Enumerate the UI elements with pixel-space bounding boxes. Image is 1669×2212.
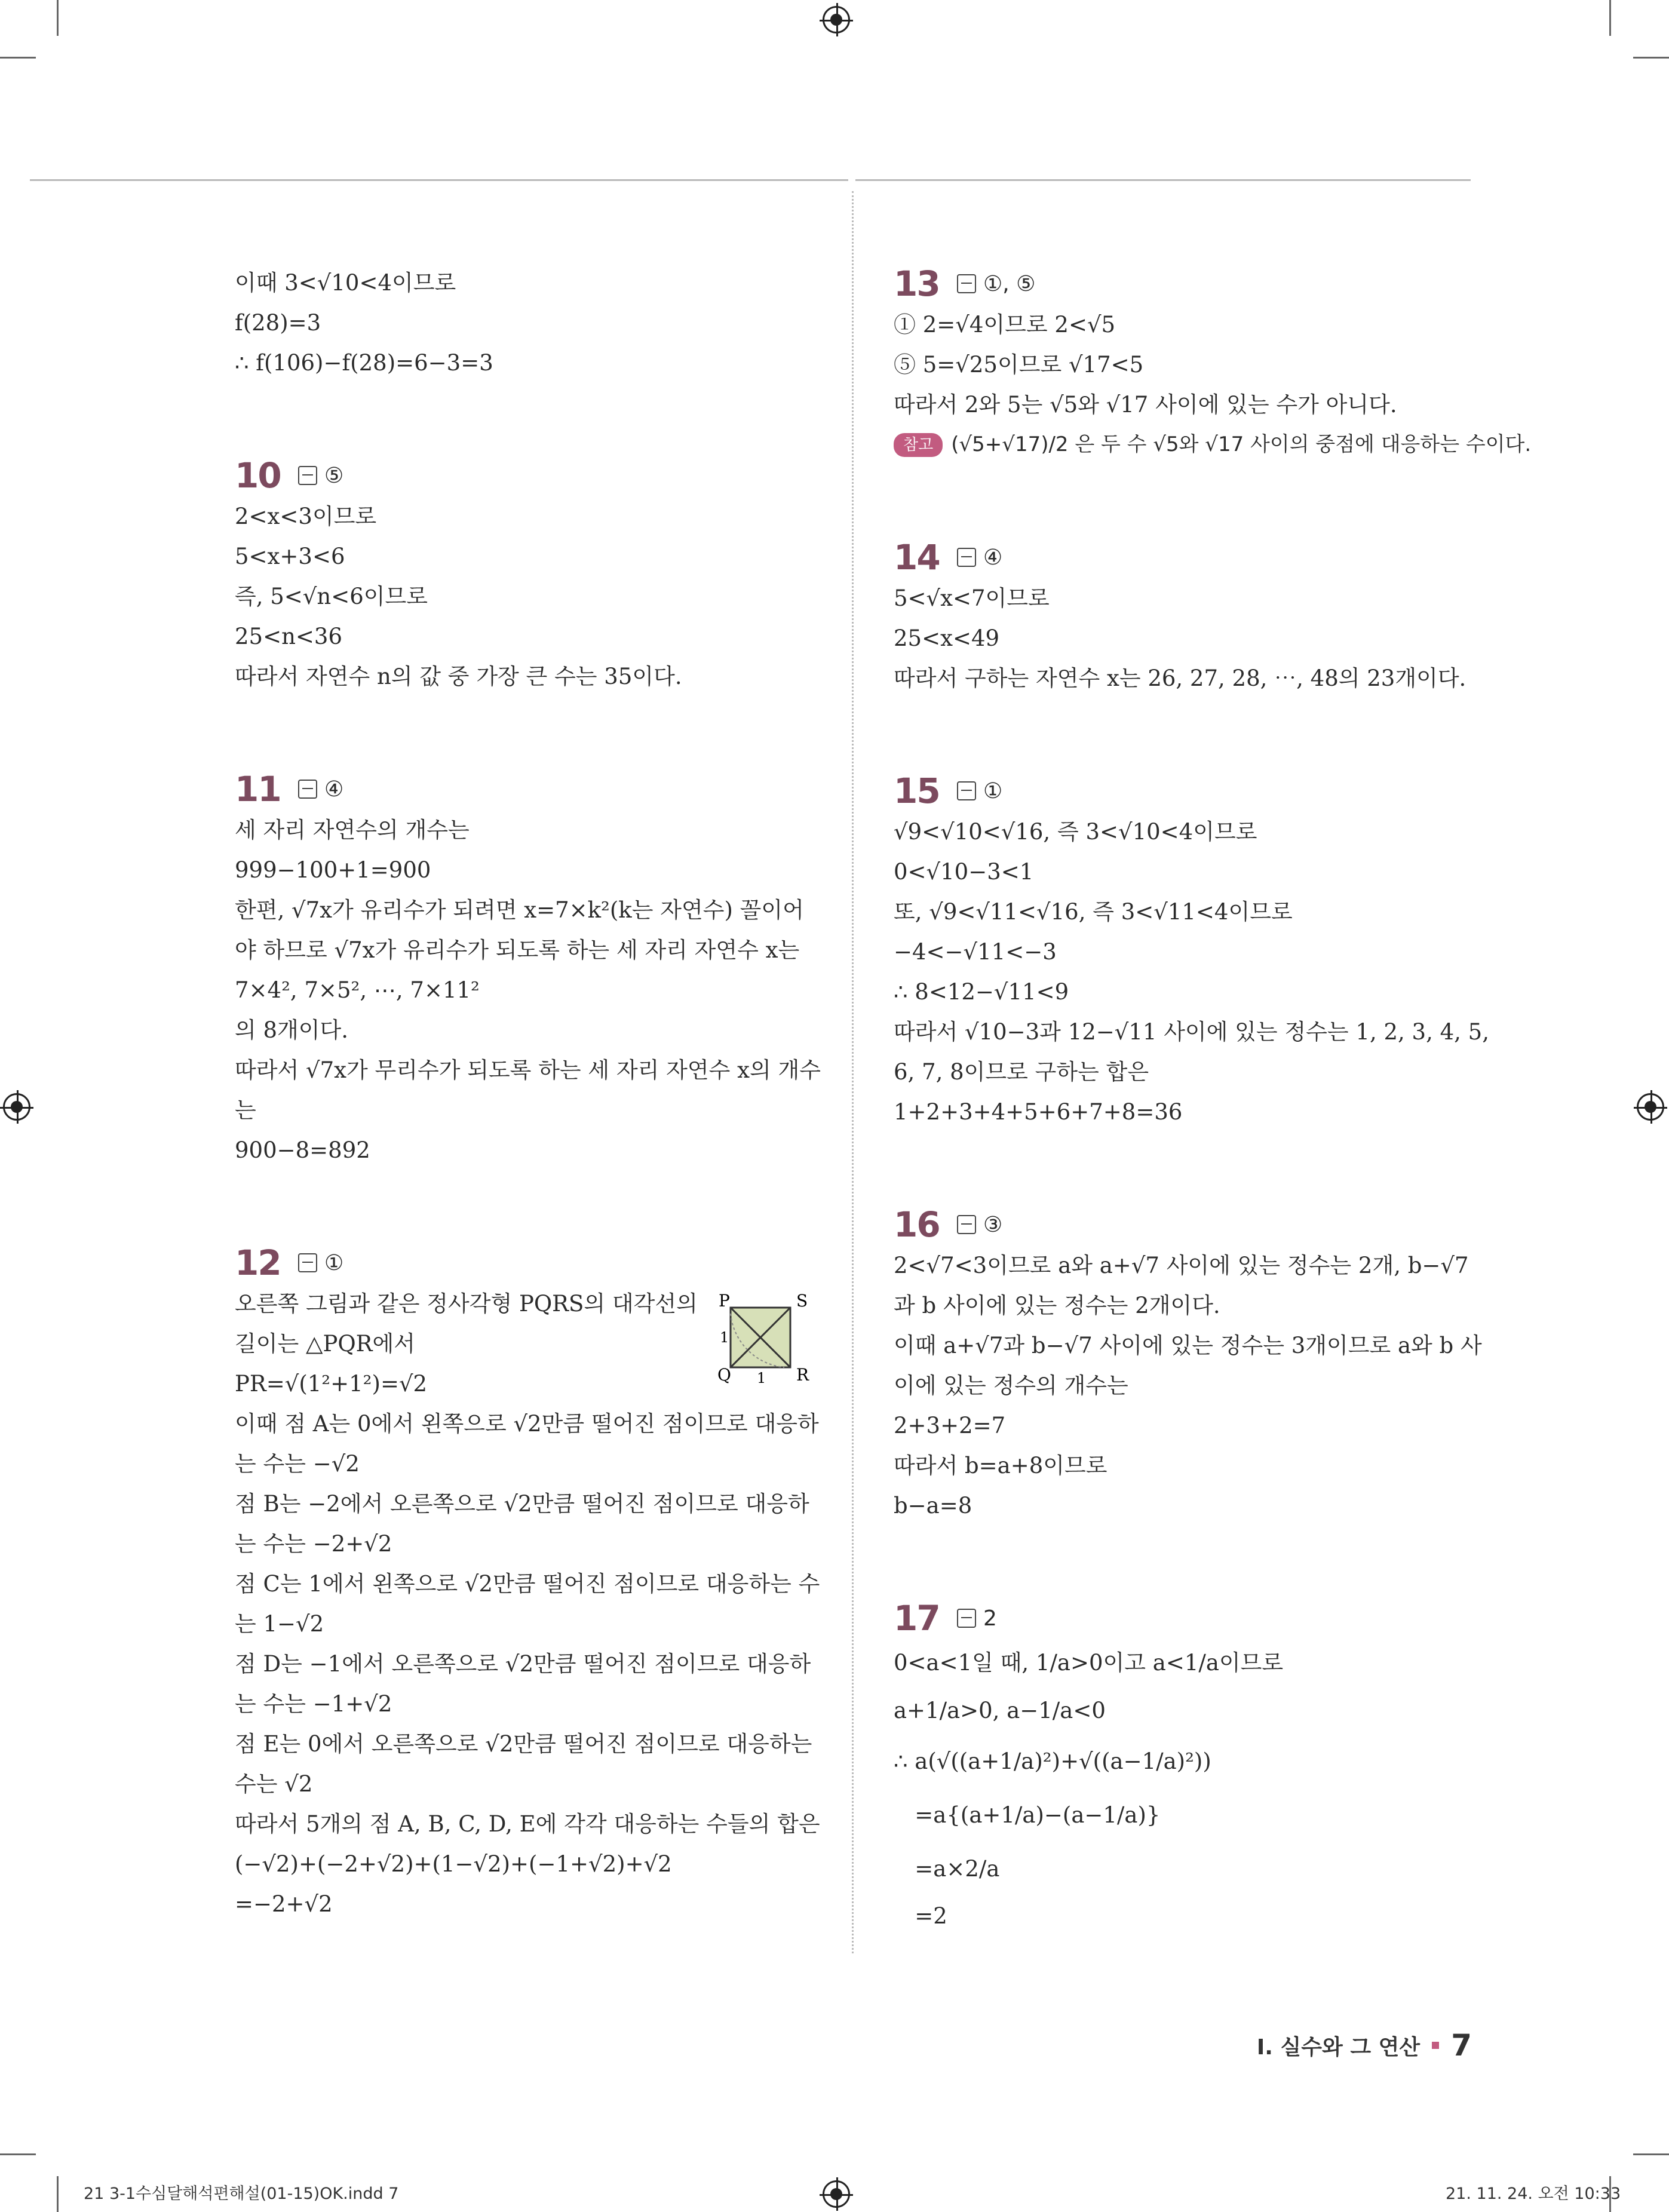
answer-icon bbox=[957, 1215, 976, 1234]
problem-number: 12 bbox=[235, 1242, 281, 1283]
answer-icon bbox=[957, 548, 976, 567]
answer-icon bbox=[298, 1253, 317, 1272]
answer-value: ⑤ bbox=[324, 463, 344, 488]
answer-value: ④ bbox=[983, 545, 1003, 570]
text-line: a+1/a>0, a−1/a<0 bbox=[894, 1698, 1106, 1723]
text-line: ∴ f(106)−f(28)=6−3=3 bbox=[235, 350, 493, 376]
text-line: =a×2/a bbox=[894, 1856, 1000, 1882]
text-line: 999−100+1=900 bbox=[235, 857, 431, 883]
text-line: ∴ 8<12−√11<9 bbox=[894, 979, 1069, 1005]
text-line: 0<√10−3<1 bbox=[894, 859, 1034, 885]
reference-note bbox=[894, 425, 1532, 465]
left-column bbox=[235, 263, 821, 1924]
square-pqrs-figure bbox=[713, 1290, 820, 1385]
text-line: 한편, √7x가 유리수가 되려면 x=7×k²(k는 자연수) 꼴이어 bbox=[235, 897, 804, 923]
page-footer bbox=[1257, 2028, 1472, 2063]
text-line: 6, 7, 8이므로 구하는 합은 bbox=[894, 1059, 1149, 1085]
problem-number: 13 bbox=[894, 263, 940, 304]
problem-header bbox=[894, 536, 1479, 578]
problem-number: 14 bbox=[894, 537, 940, 578]
crop-mark bbox=[0, 57, 36, 59]
side-label-left: 1 bbox=[720, 1329, 729, 1346]
text-line: 오른쪽 그림과 같은 정사각형 PQRS의 대각선의 bbox=[235, 1291, 698, 1317]
text-line: 따라서 2와 5는 √5와 √17 사이에 있는 수가 아니다. bbox=[894, 392, 1397, 418]
text-line: 따라서 구하는 자연수 x는 26, 27, 28, ⋯, 48의 23개이다. bbox=[894, 665, 1466, 691]
answer-icon bbox=[298, 780, 317, 799]
text-line: 따라서 b=a+8이므로 bbox=[894, 1453, 1107, 1478]
text-line: b−a=8 bbox=[894, 1493, 972, 1518]
registration-mark-left bbox=[3, 1093, 30, 1121]
problem-number: 11 bbox=[235, 769, 281, 809]
text-line: 따라서 5개의 점 A, B, C, D, E에 각각 대응하는 수들의 합은 bbox=[235, 1811, 820, 1837]
right-column bbox=[894, 263, 1532, 1936]
text-line: 25<n<36 bbox=[235, 624, 342, 649]
problem-header bbox=[894, 770, 1479, 812]
answer-icon bbox=[957, 274, 976, 293]
header-rule-left bbox=[30, 179, 848, 181]
problem-number: 17 bbox=[894, 1598, 940, 1639]
text-line: 는 수는 −2+√2 bbox=[235, 1531, 392, 1557]
print-slug-left: 21 3-1수심달해석편해설(01-15)OK.indd 7 bbox=[84, 2185, 399, 2203]
problem-header bbox=[235, 1242, 814, 1284]
text-line: 2+3+2=7 bbox=[894, 1413, 1006, 1438]
text-line: 7×4², 7×5², ⋯, 7×11² bbox=[235, 977, 480, 1003]
crop-mark bbox=[0, 2153, 36, 2155]
vertex-label-s: S bbox=[796, 1291, 808, 1311]
text-line: 이에 있는 정수의 개수는 bbox=[894, 1373, 1128, 1398]
text-line: 이때 3<√10<4이므로 bbox=[235, 270, 456, 296]
print-slug-right: 21. 11. 24. 오전 10:33 bbox=[1446, 2185, 1621, 2203]
text-line: 는 bbox=[235, 1097, 256, 1123]
text-line: 또, √9<√11<√16, 즉 3<√11<4이므로 bbox=[894, 899, 1293, 925]
text-line: 2<x<3이므로 bbox=[235, 504, 377, 529]
text-line: 2<√7<3이므로 a와 a+√7 사이에 있는 정수는 2개, b−√7 bbox=[894, 1253, 1469, 1278]
problem-number: 10 bbox=[235, 455, 281, 496]
side-label-bottom: 1 bbox=[757, 1370, 766, 1385]
registration-mark-bottom bbox=[823, 2180, 850, 2208]
answer-value: ③ bbox=[983, 1212, 1003, 1237]
text-line: 세 자리 자연수의 개수는 bbox=[235, 817, 470, 843]
crop-mark bbox=[1633, 57, 1669, 59]
problem-header bbox=[894, 263, 1479, 305]
text-line: PR=√(1²+1²)=√2 bbox=[235, 1371, 428, 1397]
text-line: 1+2+3+4+5+6+7+8=36 bbox=[894, 1099, 1183, 1125]
problem-16 bbox=[894, 1204, 1482, 1526]
registration-mark-top bbox=[823, 6, 850, 33]
text-line: 는 수는 −√2 bbox=[235, 1451, 360, 1477]
text-line: 점 D는 −1에서 오른쪽으로 √2만큼 떨어진 점이므로 대응하 bbox=[235, 1651, 811, 1677]
vertex-label-r: R bbox=[796, 1365, 809, 1385]
crop-mark bbox=[1633, 2153, 1669, 2155]
text-line: ∴ a(√((a+1/a)²)+√((a−1/a)²)) bbox=[894, 1748, 1211, 1774]
crop-mark bbox=[1609, 0, 1611, 36]
text-line: 이때 a+√7과 b−√7 사이에 있는 정수는 3개이므로 a와 b 사 bbox=[894, 1333, 1482, 1358]
answer-icon bbox=[957, 781, 976, 800]
problem-10 bbox=[235, 455, 814, 697]
text-line: 900−8=892 bbox=[235, 1137, 370, 1163]
crop-mark bbox=[57, 2176, 59, 2212]
problem-15 bbox=[894, 770, 1489, 1132]
problem-13 bbox=[894, 263, 1532, 465]
problem-number: 15 bbox=[894, 771, 940, 811]
column-divider bbox=[852, 191, 854, 1953]
text-line: 즉, 5<√n<6이므로 bbox=[235, 584, 428, 609]
answer-value: 2 bbox=[983, 1606, 997, 1631]
problem-14 bbox=[894, 536, 1479, 698]
text-line: 수는 √2 bbox=[235, 1771, 313, 1797]
problem-header bbox=[235, 455, 814, 496]
page-number: 7 bbox=[1451, 2028, 1472, 2063]
text-line: 점 C는 1에서 왼쪽으로 √2만큼 떨어진 점이므로 대응하는 수 bbox=[235, 1571, 820, 1597]
text-line: 야 하므로 √7x가 유리수가 되도록 하는 세 자리 자연수 x는 bbox=[235, 937, 800, 963]
problem-11 bbox=[235, 768, 821, 1170]
reference-tag: 참고 bbox=[894, 433, 943, 457]
text-line: 는 수는 −1+√2 bbox=[235, 1691, 392, 1717]
crop-mark bbox=[57, 0, 59, 36]
text-line: 따라서 √7x가 무리수가 되도록 하는 세 자리 자연수 x의 개수 bbox=[235, 1057, 821, 1083]
answer-icon bbox=[957, 1609, 976, 1628]
registration-mark-right bbox=[1637, 1093, 1664, 1121]
problem-header bbox=[894, 1597, 1479, 1639]
text-line: 5<√x<7이므로 bbox=[894, 585, 1050, 611]
text-line: (−√2)+(−2+√2)+(1−√2)+(−1+√2)+√2 bbox=[235, 1851, 672, 1877]
text-line: 과 b 사이에 있는 정수는 2개이다. bbox=[894, 1293, 1220, 1318]
problem-17 bbox=[894, 1597, 1479, 1936]
problem-number: 16 bbox=[894, 1204, 940, 1245]
text-line: 25<x<49 bbox=[894, 625, 1000, 651]
answer-value: ①, ⑤ bbox=[983, 271, 1036, 296]
text-line: f(28)=3 bbox=[235, 310, 321, 336]
text-line: 길이는 △PQR에서 bbox=[235, 1331, 416, 1357]
vertex-label-q: Q bbox=[717, 1365, 731, 1385]
text-line: 0<a<1일 때, 1/a>0이고 a<1/a이므로 bbox=[894, 1650, 1284, 1676]
text-line: 점 E는 0에서 오른쪽으로 √2만큼 떨어진 점이므로 대응하는 bbox=[235, 1731, 812, 1757]
text-line: =a{(a+1/a)−(a−1/a)} bbox=[894, 1802, 1161, 1828]
problem-header bbox=[235, 768, 814, 810]
text-line: 의 8개이다. bbox=[235, 1017, 349, 1043]
text-line: =−2+√2 bbox=[235, 1891, 333, 1917]
problem-header bbox=[894, 1204, 1479, 1245]
bullet-square-icon bbox=[1432, 2042, 1439, 2049]
section-title: Ⅰ. 실수와 그 연산 bbox=[1256, 2035, 1421, 2060]
vertex-label-p: P bbox=[719, 1291, 730, 1311]
text-line: ① 2=√4이므로 2<√5 bbox=[894, 312, 1116, 338]
text-line: 5<x+3<6 bbox=[235, 544, 345, 569]
text-line: 는 1−√2 bbox=[235, 1611, 324, 1637]
reference-text: (√5+√17)/2 은 두 수 √5와 √17 사이의 중점에 대응하는 수이다. bbox=[951, 432, 1532, 456]
text-line: √9<√10<√16, 즉 3<√10<4이므로 bbox=[894, 819, 1257, 845]
text-line: 따라서 √10−3과 12−√11 사이에 있는 정수는 1, 2, 3, 4, 5, bbox=[894, 1019, 1489, 1045]
text-line: −4<−√11<−3 bbox=[894, 939, 1057, 965]
answer-value: ① bbox=[324, 1250, 344, 1275]
problem-9-continuation bbox=[235, 263, 814, 383]
text-line: 이때 점 A는 0에서 왼쪽으로 √2만큼 떨어진 점이므로 대응하 bbox=[235, 1411, 819, 1437]
text-line: ⑤ 5=√25이므로 √17<5 bbox=[894, 352, 1144, 378]
answer-value: ① bbox=[983, 778, 1003, 803]
text-line: =2 bbox=[894, 1903, 947, 1929]
answer-icon bbox=[298, 466, 317, 485]
problem-12 bbox=[235, 1242, 820, 1924]
header-rule-right bbox=[855, 179, 1471, 181]
text-line: 점 B는 −2에서 오른쪽으로 √2만큼 떨어진 점이므로 대응하 bbox=[235, 1491, 809, 1517]
text-line: 따라서 자연수 n의 값 중 가장 큰 수는 35이다. bbox=[235, 664, 682, 689]
answer-value: ④ bbox=[324, 777, 344, 802]
